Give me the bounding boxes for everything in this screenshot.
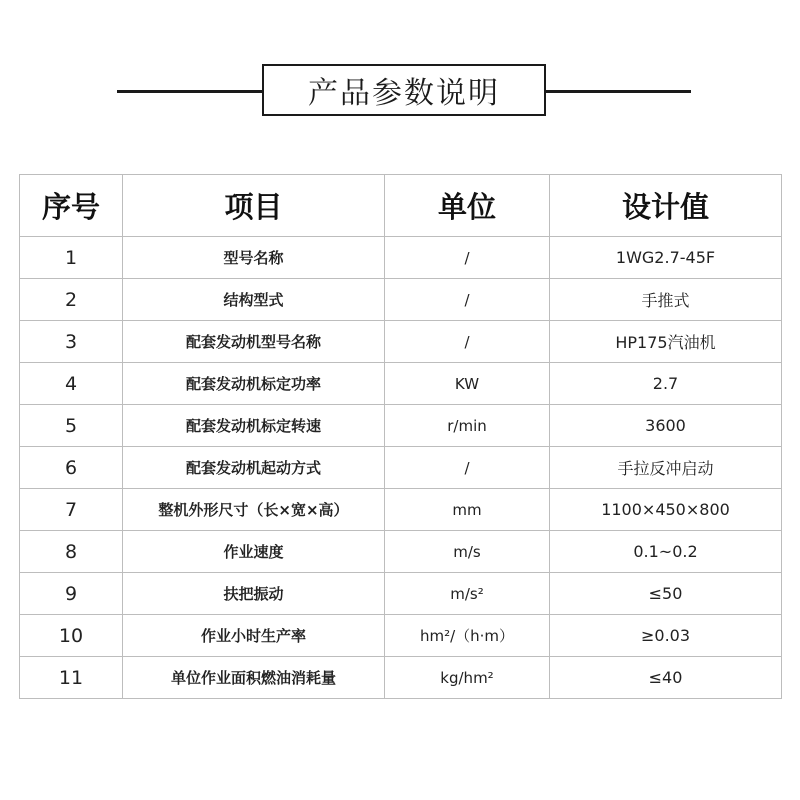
row-unit: m/s xyxy=(385,531,550,573)
page-title: 产品参数说明 xyxy=(262,64,546,116)
title-divider-left xyxy=(117,90,263,93)
header-item: 项目 xyxy=(123,175,385,237)
row-unit: / xyxy=(385,321,550,363)
row-number: 5 xyxy=(20,405,123,447)
title-banner xyxy=(0,62,800,118)
row-value: 1100×450×800 xyxy=(550,489,782,531)
table-row xyxy=(20,657,782,699)
table-row xyxy=(20,573,782,615)
row-number: 1 xyxy=(20,237,123,279)
table-row xyxy=(20,405,782,447)
table-row xyxy=(20,321,782,363)
row-value: 2.7 xyxy=(550,363,782,405)
row-item: 型号名称 xyxy=(123,237,385,279)
row-value: ≤40 xyxy=(550,657,782,699)
row-value: 0.1~0.2 xyxy=(550,531,782,573)
header-unit: 单位 xyxy=(385,175,550,237)
table-row xyxy=(20,489,782,531)
row-value: HP175汽油机 xyxy=(550,321,782,363)
header-no: 序号 xyxy=(20,175,123,237)
row-item: 配套发动机型号名称 xyxy=(123,321,385,363)
row-number: 11 xyxy=(20,657,123,699)
table-header-row xyxy=(20,175,782,237)
row-unit: KW xyxy=(385,363,550,405)
row-item: 配套发动机起动方式 xyxy=(123,447,385,489)
row-value: 1WG2.7-45F xyxy=(550,237,782,279)
row-unit: / xyxy=(385,279,550,321)
row-unit: / xyxy=(385,447,550,489)
row-unit: / xyxy=(385,237,550,279)
row-number: 8 xyxy=(20,531,123,573)
table-row xyxy=(20,363,782,405)
row-item: 配套发动机标定功率 xyxy=(123,363,385,405)
table-row xyxy=(20,237,782,279)
row-value: ≥0.03 xyxy=(550,615,782,657)
row-item: 单位作业面积燃油消耗量 xyxy=(123,657,385,699)
row-value: ≤50 xyxy=(550,573,782,615)
row-number: 2 xyxy=(20,279,123,321)
row-unit: m/s² xyxy=(385,573,550,615)
row-value: 手推式 xyxy=(550,279,782,321)
parameter-table xyxy=(19,174,782,699)
row-unit: mm xyxy=(385,489,550,531)
row-unit: hm²/（h·m） xyxy=(385,615,550,657)
row-item: 作业速度 xyxy=(123,531,385,573)
table-row xyxy=(20,531,782,573)
row-number: 10 xyxy=(20,615,123,657)
row-number: 6 xyxy=(20,447,123,489)
table-row xyxy=(20,279,782,321)
row-value: 手拉反冲启动 xyxy=(550,447,782,489)
table-row xyxy=(20,615,782,657)
row-value: 3600 xyxy=(550,405,782,447)
row-item: 扶把振动 xyxy=(123,573,385,615)
row-number: 7 xyxy=(20,489,123,531)
row-number: 9 xyxy=(20,573,123,615)
row-item: 作业小时生产率 xyxy=(123,615,385,657)
row-unit: kg/hm² xyxy=(385,657,550,699)
title-divider-right xyxy=(545,90,691,93)
header-value: 设计值 xyxy=(550,175,782,237)
table-row xyxy=(20,447,782,489)
row-item: 结构型式 xyxy=(123,279,385,321)
row-item: 整机外形尺寸（长×宽×高） xyxy=(123,489,385,531)
row-number: 4 xyxy=(20,363,123,405)
row-unit: r/min xyxy=(385,405,550,447)
row-number: 3 xyxy=(20,321,123,363)
row-item: 配套发动机标定转速 xyxy=(123,405,385,447)
